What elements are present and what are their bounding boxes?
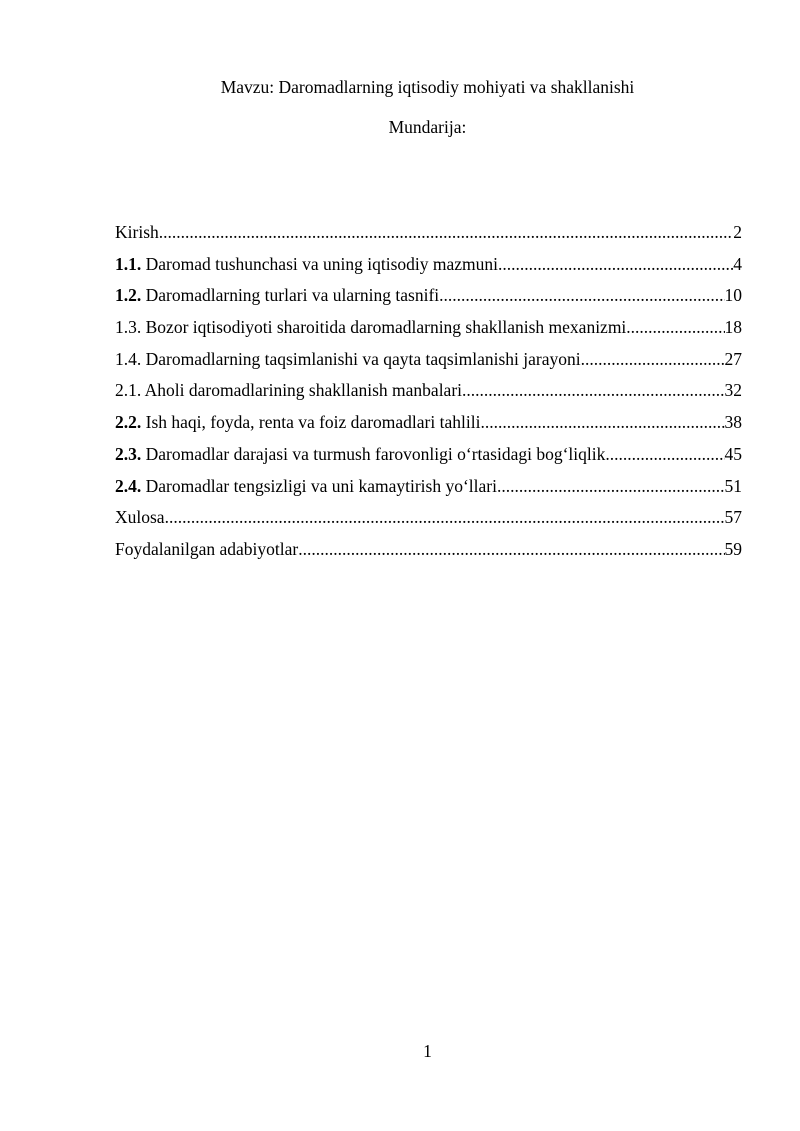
toc-entry-page: 10 [724, 285, 742, 306]
toc-entry-page: 59 [724, 538, 742, 559]
toc-entry-2-2 [115, 412, 742, 444]
toc-dot-leader [298, 539, 724, 559]
toc-dot-leader [626, 317, 724, 337]
document-title: Mavzu: Daromadlarning iqtisodiy mohiyati va shakllanishi [220, 77, 635, 97]
toc-entry-number: 1.2. [115, 285, 142, 306]
toc-entry-label: 1.4. Daromadlarning taqsimlanishi va qayta taqsimlanishi jarayoni [115, 348, 581, 369]
toc-entry-label: Daromadlar tengsizligi va uni kamaytirish yo‘llari [141, 475, 497, 496]
toc-entry-1-4 [115, 349, 742, 381]
toc-dot-leader [439, 285, 724, 305]
toc-dot-leader [165, 507, 725, 527]
toc-entry-2-1 [115, 380, 742, 412]
toc-entry-2-4 [115, 476, 742, 508]
toc-entry-number: 2.3. [115, 443, 142, 464]
toc-dot-leader [581, 349, 725, 369]
toc-entry-label: 2.1. Aholi daromadlarining shakllanish manbalari [115, 380, 463, 401]
toc-entry-page: 2 [733, 222, 742, 242]
toc-entry-page: 57 [724, 507, 742, 528]
toc-entry-label: Xulosa [115, 507, 165, 528]
toc-dot-leader [498, 254, 733, 274]
toc-entry-kirish [115, 222, 742, 254]
toc-entry-label: Ish haqi, foyda, renta va foiz daromadlari tahlili [141, 412, 481, 433]
toc-entry-number: 2.4. [115, 475, 142, 496]
toc-entry-page: 32 [724, 380, 742, 401]
toc-entry-xulosa [115, 507, 742, 539]
toc-dot-leader [462, 380, 724, 400]
toc-entry-page: 51 [724, 475, 742, 496]
toc-entry-label: Daromadlarning turlari va ularning tasnifi [141, 285, 440, 306]
toc-heading: Mundarija: [388, 117, 467, 137]
toc-entry-page: 45 [724, 443, 742, 464]
toc-entry-page: 38 [724, 412, 742, 433]
toc-dot-leader [159, 222, 734, 242]
toc-dot-leader [497, 476, 725, 496]
toc-entry-number: 2.2. [115, 412, 142, 433]
toc-entry-number: 1.1. [115, 253, 142, 274]
toc-entry-page: 18 [724, 317, 742, 338]
table-of-contents [115, 222, 742, 571]
toc-entry-adabiyotlar [115, 539, 742, 571]
toc-dot-leader [480, 412, 724, 432]
toc-entry-label: Foydalanilgan adabiyotlar [115, 538, 299, 559]
toc-entry-label: Daromad tushunchasi va uning iqtisodiy mazmuni [141, 253, 499, 274]
toc-entry-page: 4 [733, 253, 742, 274]
page-number: 1 [423, 1041, 432, 1061]
toc-entry-1-2 [115, 285, 742, 317]
toc-entry-label: Kirish [115, 222, 159, 242]
toc-entry-label: 1.3. Bozor iqtisodiyoti sharoitida daromadlarning shakllanish mexanizmi [115, 317, 627, 338]
toc-entry-1-1 [115, 254, 742, 286]
toc-dot-leader [605, 444, 724, 464]
toc-entry-1-3 [115, 317, 742, 349]
toc-entry-2-3 [115, 444, 742, 476]
toc-entry-page: 27 [724, 348, 742, 369]
toc-entry-label: Daromadlar darajasi va turmush farovonligi o‘rtasidagi bog‘liqlik [141, 443, 606, 464]
